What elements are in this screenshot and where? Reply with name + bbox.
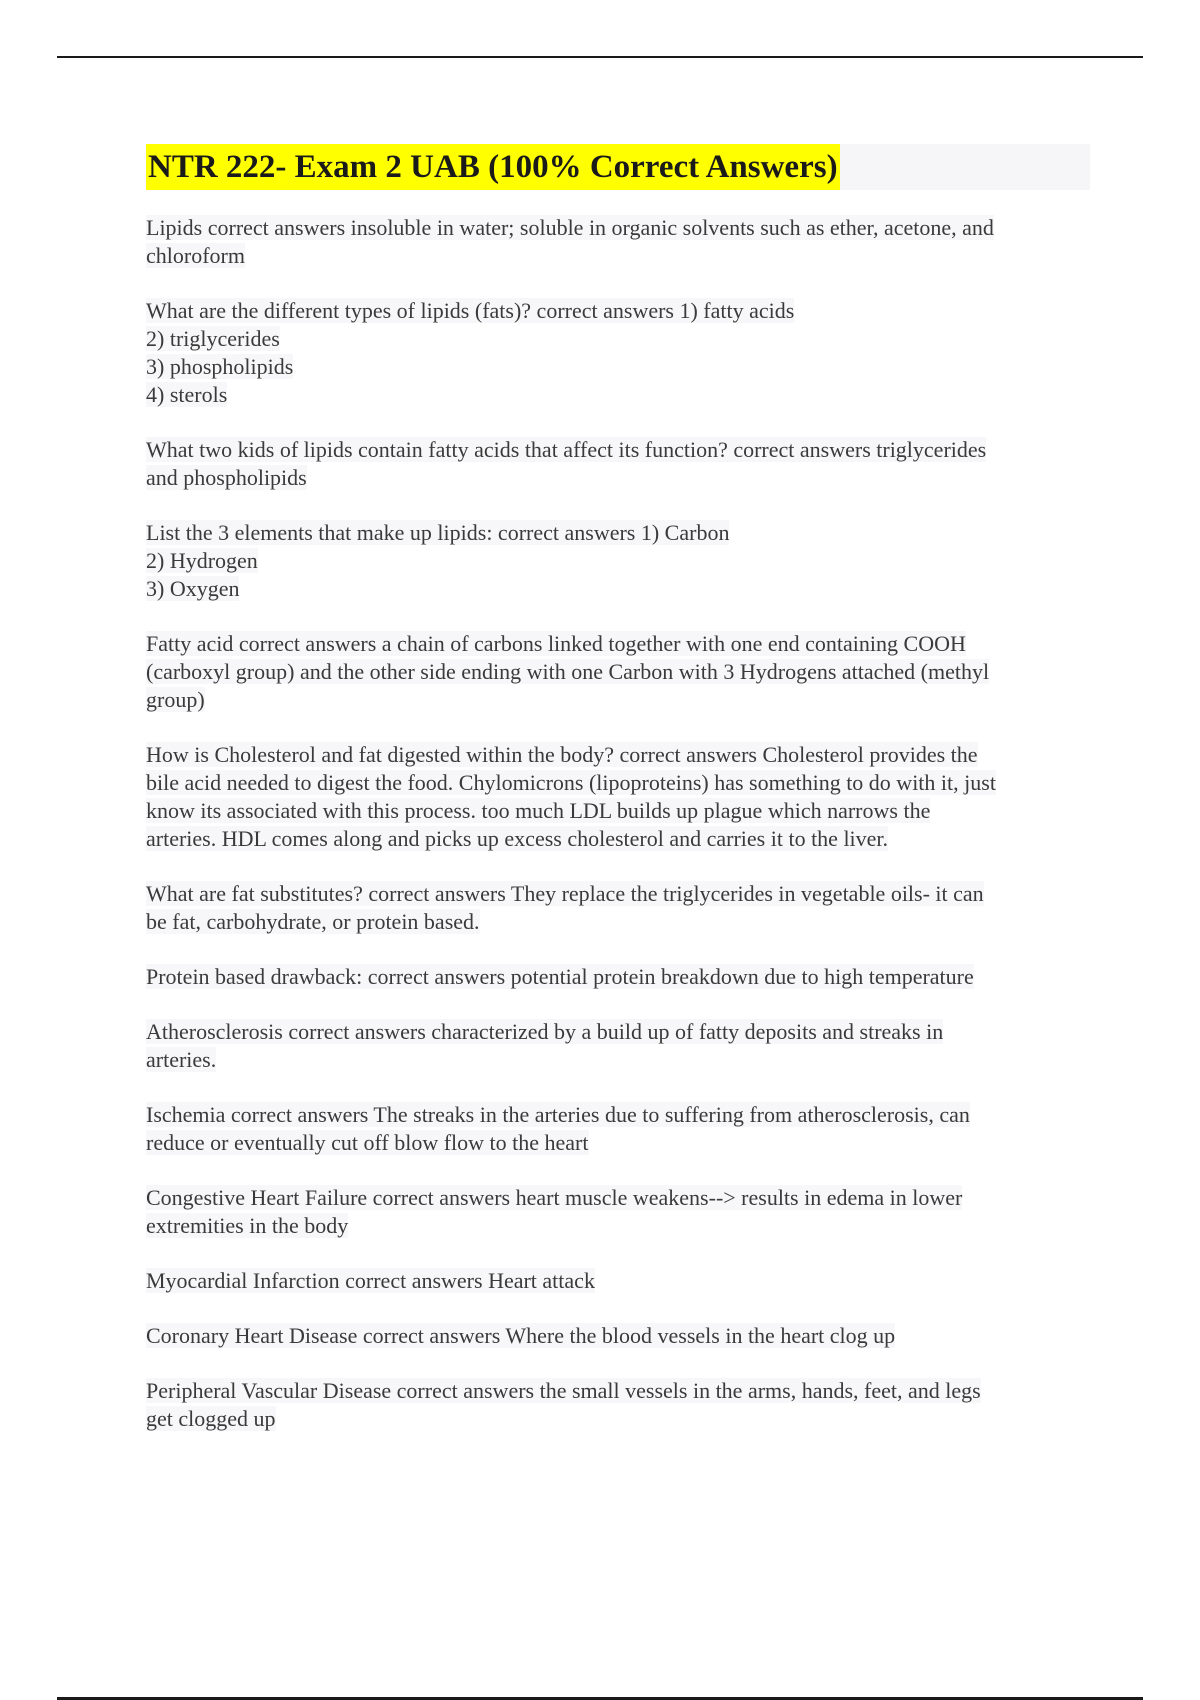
qa-entry [146,1322,1090,1350]
qa-line-text: Fatty acid correct answers a chain of carbons linked together with one end containing COOH [146,631,966,656]
qa-entry [146,519,1090,603]
qa-line [146,1212,1090,1240]
qa-line [146,1184,1090,1212]
qa-line-text: get clogged up [146,1406,276,1431]
qa-line-text: 4) sterols [146,382,228,407]
qa-line [146,1377,1090,1405]
qa-entry [146,1018,1090,1074]
qa-line-text: What two kids of lipids contain fatty acids that affect its function? correct answers triglycerides [146,437,987,462]
qa-line [146,436,1090,464]
qa-line-text: (carboxyl group) and the other side ending with one Carbon with 3 Hydrogens attached (methyl [146,659,990,684]
qa-line [146,880,1090,908]
qa-line [146,963,1090,991]
qa-line [146,769,1090,797]
qa-line-text: Atherosclerosis correct answers characterized by a build up of fatty deposits and streaks in [146,1019,944,1044]
qa-line [146,658,1090,686]
qa-entry [146,1184,1090,1240]
qa-line [146,353,1090,381]
qa-line [146,1129,1090,1157]
qa-line [146,1322,1090,1350]
qa-line [146,547,1090,575]
qa-line [146,1405,1090,1433]
qa-line [146,686,1090,714]
qa-line [146,1046,1090,1074]
qa-line-text: chloroform [146,243,245,268]
qa-line [146,1018,1090,1046]
qa-line-text: Lipids correct answers insoluble in water; soluble in organic solvents such as ether, acetone, and [146,215,994,240]
qa-entry [146,214,1090,270]
qa-line-text: know its associated with this process. too much LDL builds up plague which narrows the [146,798,931,823]
qa-line-text: List the 3 elements that make up lipids: correct answers 1) Carbon [146,520,730,545]
qa-line-text: 2) Hydrogen [146,548,258,573]
qa-entry [146,963,1090,991]
qa-entry [146,880,1090,936]
qa-line-text: How is Cholesterol and fat digested within the body? correct answers Cholesterol provides the [146,742,978,767]
document-title: NTR 222- Exam 2 UAB (100% Correct Answers) [146,144,840,190]
qa-line-text: and phospholipids [146,465,307,490]
qa-line-text: Protein based drawback: correct answers potential protein breakdown due to high temperature [146,964,974,989]
qa-line [146,908,1090,936]
qa-line [146,1101,1090,1129]
qa-line [146,575,1090,603]
qa-line-text: Ischemia correct answers The streaks in the arteries due to suffering from atherosclerosis, can [146,1102,970,1127]
qa-line [146,242,1090,270]
qa-line-text: arteries. [146,1047,217,1072]
document-body [146,144,1090,1460]
qa-line [146,297,1090,325]
qa-line-text: 3) phospholipids [146,354,294,379]
qa-line-text: bile acid needed to digest the food. Chylomicrons (lipoproteins) has something to do with it, just [146,770,996,795]
qa-line [146,214,1090,242]
qa-line [146,381,1090,409]
qa-line-text: What are the different types of lipids (fats)? correct answers 1) fatty acids [146,298,795,323]
qa-entry [146,630,1090,714]
qa-line [146,1267,1090,1295]
qa-line-text: Coronary Heart Disease correct answers Where the blood vessels in the heart clog up [146,1323,896,1348]
qa-entry [146,436,1090,492]
qa-line-text: reduce or eventually cut off blow flow to the heart [146,1130,589,1155]
qa-line-text: What are fat substitutes? correct answers They replace the triglycerides in vegetable oils- it can [146,881,984,906]
qa-line-text: Congestive Heart Failure correct answers heart muscle weakens--> results in edema in lower [146,1185,963,1210]
qa-entry [146,1101,1090,1157]
qa-line-text: be fat, carbohydrate, or protein based. [146,909,480,934]
qa-line-text: Myocardial Infarction correct answers Heart attack [146,1268,595,1293]
qa-line-text: group) [146,687,205,712]
qa-line [146,741,1090,769]
qa-line-text: arteries. HDL comes along and picks up excess cholesterol and carries it to the liver. [146,826,889,851]
qa-entry [146,297,1090,409]
qa-line [146,519,1090,547]
qa-entry [146,1267,1090,1295]
qa-line [146,797,1090,825]
qa-entry [146,1377,1090,1433]
title-band [146,144,1090,190]
qa-line-text: Peripheral Vascular Disease correct answers the small vessels in the arms, hands, feet, and legs [146,1378,981,1403]
qa-line-text: extremities in the body [146,1213,349,1238]
qa-entry [146,741,1090,853]
qa-line-text: 2) triglycerides [146,326,280,351]
qa-line [146,325,1090,353]
qa-line [146,825,1090,853]
top-rule [57,56,1143,58]
qa-line [146,464,1090,492]
qa-line [146,630,1090,658]
qa-list [146,214,1090,1433]
qa-line-text: 3) Oxygen [146,576,240,601]
